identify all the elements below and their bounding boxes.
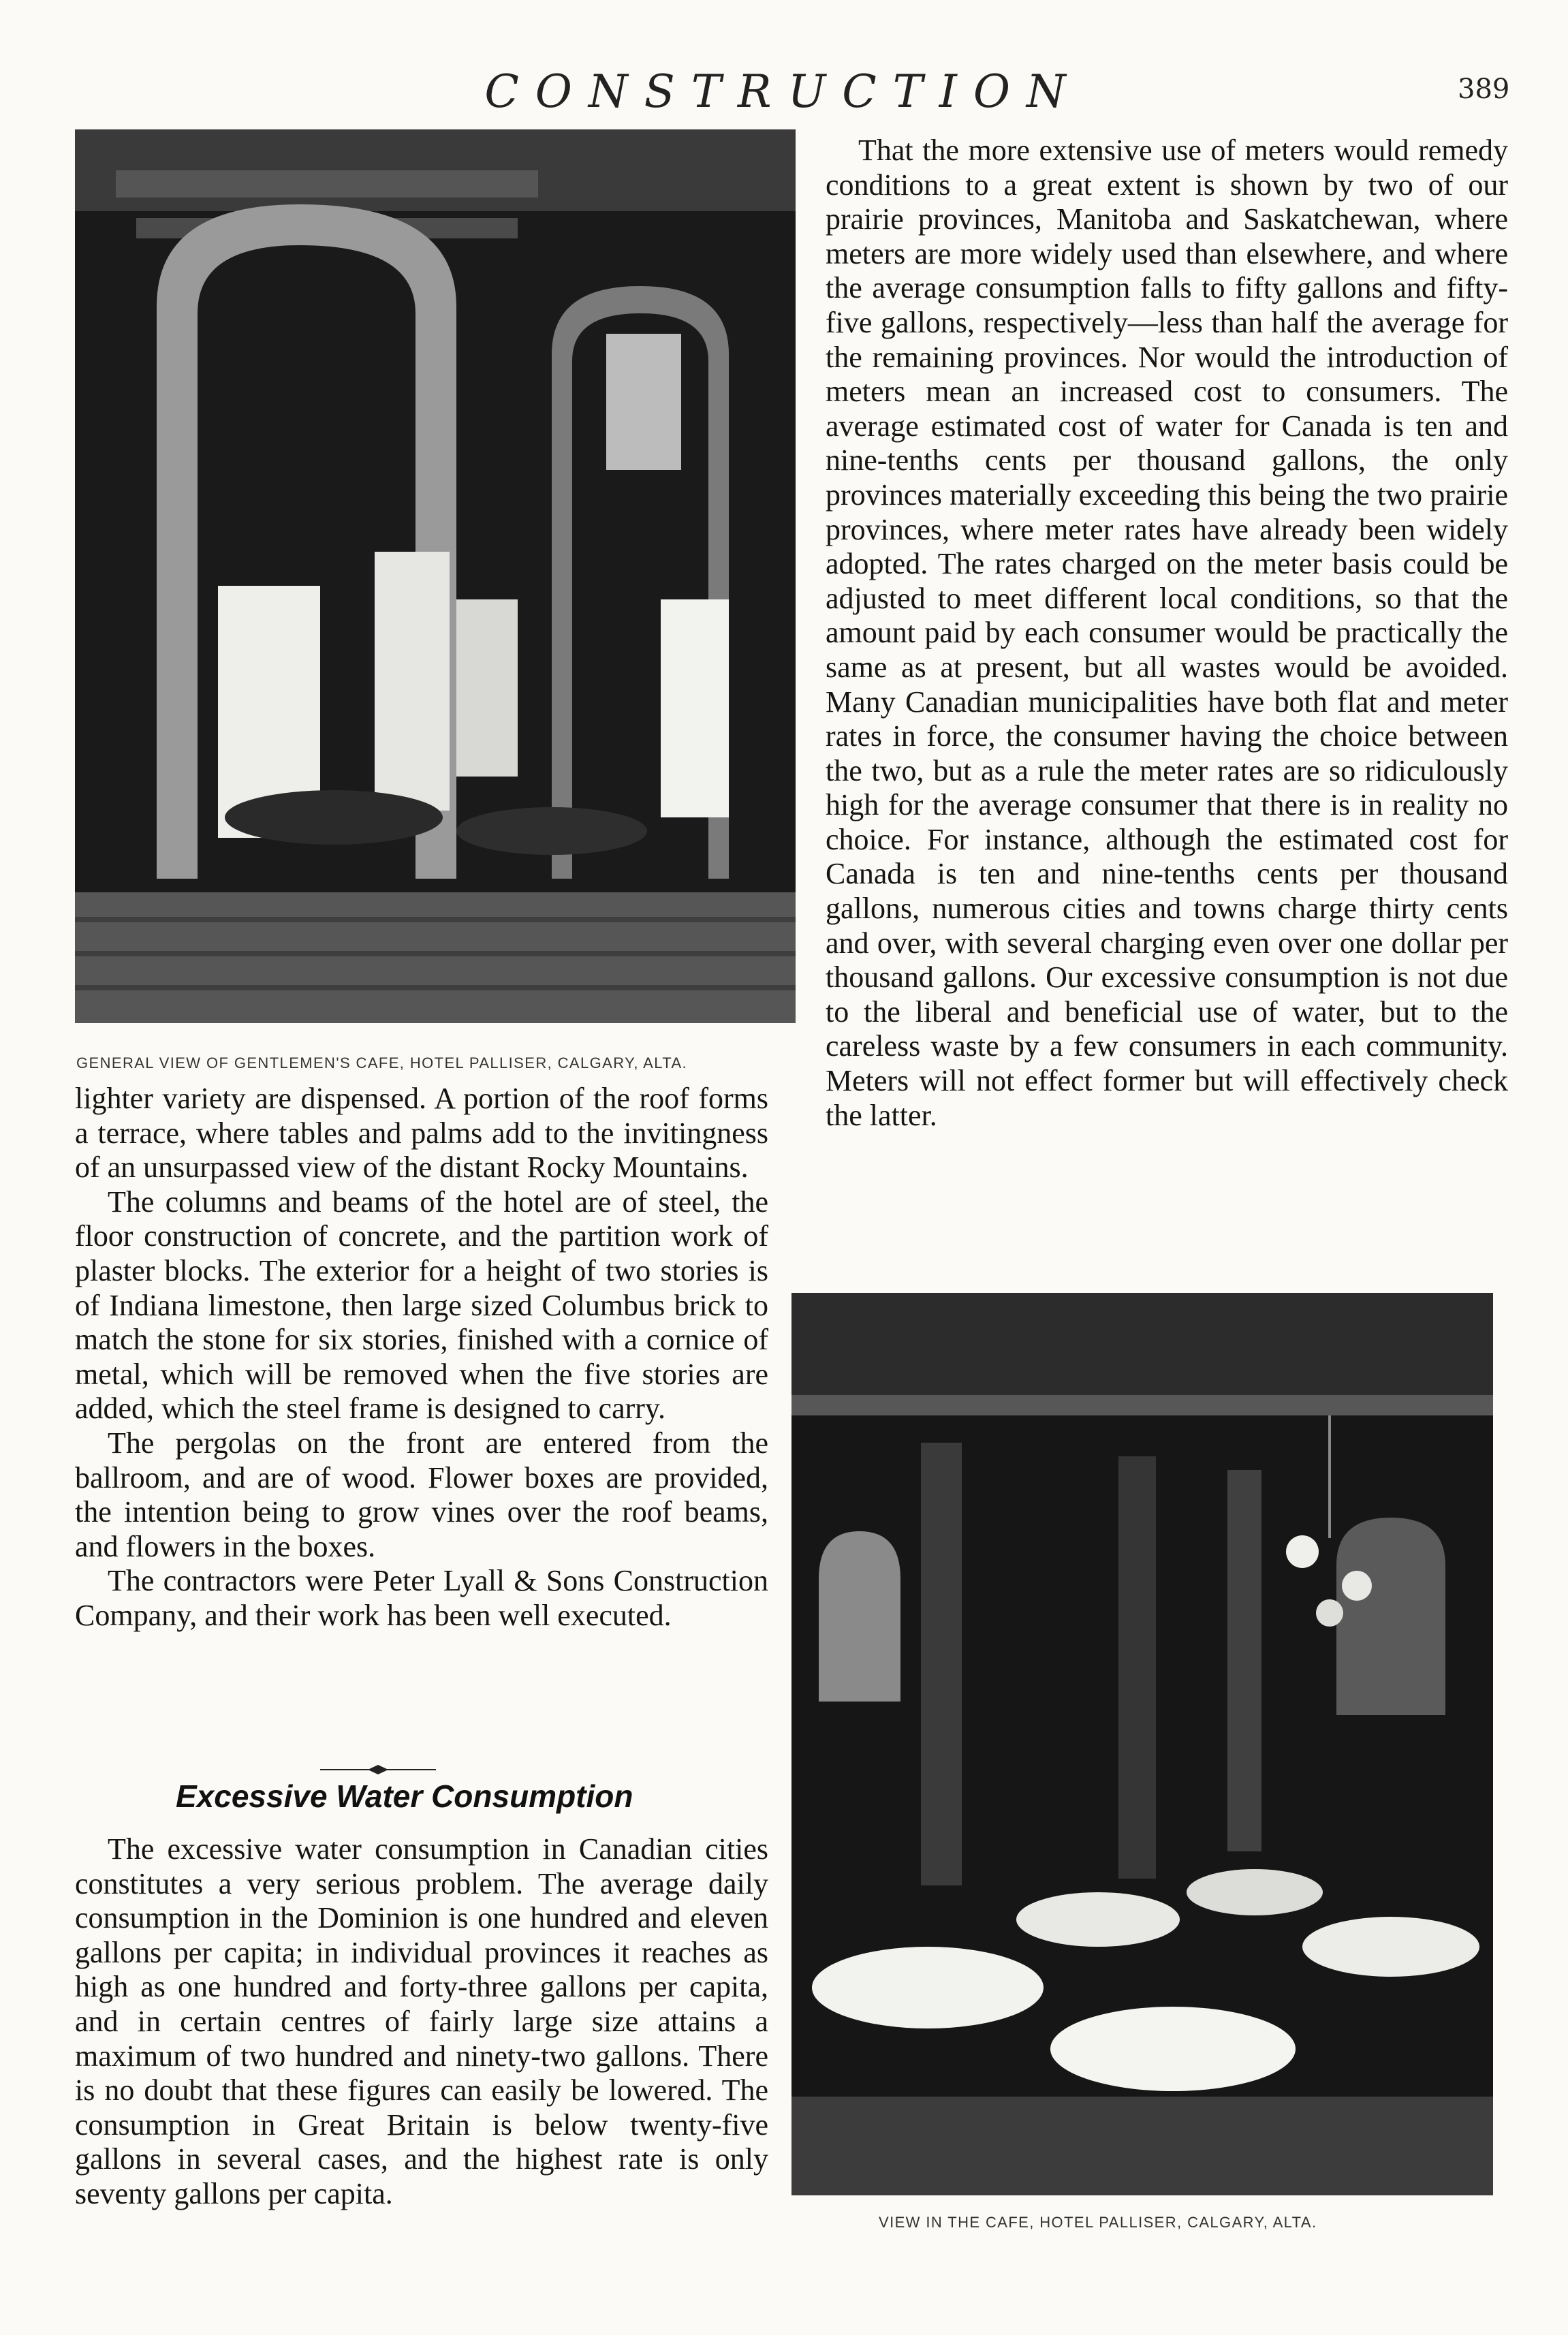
gentlemens-cafe-photo (75, 129, 796, 1023)
gentlemens-cafe-caption: GENERAL VIEW OF GENTLEMEN'S CAFE, HOTEL PALLISER, CALGARY, ALTA. (76, 1054, 688, 1071)
section-paragraph: The excessive water consumption in Canadian cities constitutes a very serious problem. The average daily consumption in the Dominion is one hundred and eleven gallons per capita; in individual provinces it reaches as high as one hundred and forty-three gallons per capita, and in certain centres of fairly large size attains a maximum of two hundred and ninety-two gallons. There is no doubt that these figures can easily be lowered. The consumption in Great Britain is below twenty-five gallons in several cases, and the highest rate is only seventy gallons per capita. (75, 1832, 768, 2210)
cafe-caption: VIEW IN THE CAFE, HOTEL PALLISER, CALGARY, ALTA. (879, 2214, 1317, 2231)
section-divider-ornament (320, 1763, 436, 1776)
right-column-text (826, 134, 1508, 1133)
left-paragraph-2: The columns and beams of the hotel are of steel, the floor construction of concrete, and the partition work of plaster blocks. The exterior for a height of two stories is of Indiana limestone, then large sized Columbus brick to match the stone for six stories, finished with a cornice of metal, which will be removed when the five stories are added, which the steel frame is designed to carry. (75, 1185, 768, 1426)
left-paragraph-4: The contractors were Peter Lyall & Sons Construction Company, and their work has been well executed. (75, 1564, 768, 1632)
section-body-text (75, 1832, 768, 2212)
running-header-title: CONSTRUCTION (484, 65, 1082, 118)
left-paragraph-3: The pergolas on the front are entered from the ballroom, and are of wood. Flower boxes are provided, the intention being to grow vines over the roof beams, and flowers in the boxes. (75, 1426, 768, 1563)
left-paragraph-1: lighter variety are dispensed. A portion of the roof forms a terrace, where tables and palms add to the invitingness of an unsurpassed view of the distant Rocky Mountains. (75, 1082, 768, 1185)
right-paragraph: That the more extensive use of meters would remedy conditions to a great extent is shown by two of our prairie provinces, Manitoba and Saskatchewan, where meters are more widely used than elsewhere, and where the average consumption falls to fifty gallons and fifty-five gallons, respectively—less than half the average for the remaining provinces. Nor would the introduction of meters mean an increased cost to consumers. The average estimated cost of water for Canada is ten and nine-tenths cents per thousand gallons, the only provinces materially exceeding this being the two prairie provinces, where meter rates have already been widely adopted. The rates charged on the meter basis could be adjusted to meet different local conditions, so that the amount paid by each consumer would be practically the same as at present, but all wastes would be avoided. Many Canadian municipalities have both flat and meter rates in force, the consumer having the choice between the two, but as a rule the meter rates are so ridiculously high for the average consumer that there is in reality no choice. For instance, although the estimated cost for Canada is ten and nine-tenths cents per thousand gallons, numerous cities and towns charge thirty cents and over, with several charging even over one dollar per thousand gallons. Our excessive consumption is not due to the liberal and beneficial use of water, but to the careless waste by a few consumers in each community. Meters will not effect former but will effectively check the latter. (826, 134, 1508, 1132)
cafe-photo (791, 1293, 1493, 2195)
section-heading: Excessive Water Consumption (176, 1778, 633, 1814)
page-number: 389 (1458, 74, 1510, 105)
left-column-text (75, 1082, 768, 1633)
